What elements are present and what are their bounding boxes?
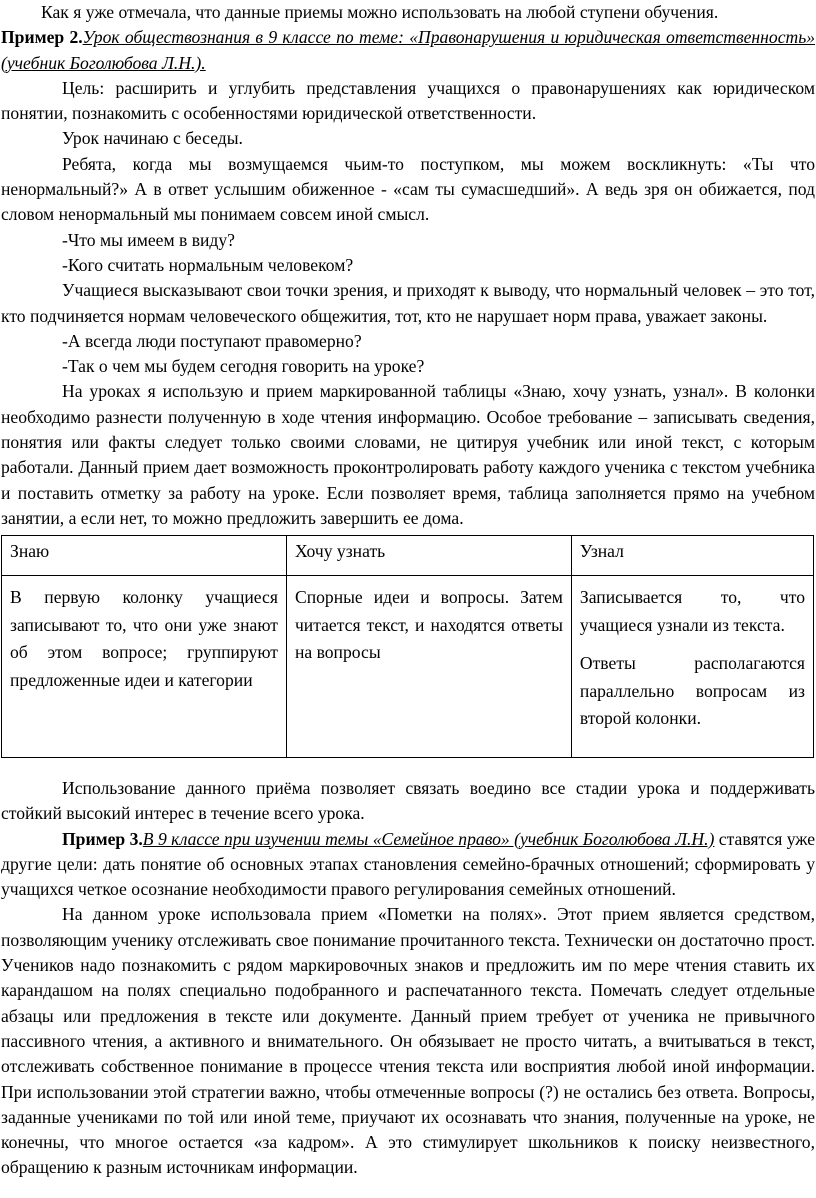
table-method-paragraph: На уроках я использую и прием маркированной таблицы «Знаю, хочу узнать, узнал». В колонки необходимо разнести полученную в ходе чтения информацию. Особое требование – записывать сведения, понятия или факты следует только своими словами, не цитируя учебник или иной текст, с которым работали. Данный прием дает возможность проконтролировать работу каждого ученика с текстом учебника и поставить отметку за работу на уроке. Если позволяет время, таблица заполняется прямо на учебном занятии, а если нет, то можно предложить завершить ее дома. <box>1 381 815 528</box>
header-learned: Узнал <box>571 536 813 576</box>
kwl-table <box>1 535 814 758</box>
example2-heading <box>1 25 815 76</box>
cell-know-text: В первую колонку учащиеся записывают то, что они уже знают об этом вопросе; группируют предложенные идеи и категории <box>10 587 278 690</box>
start-paragraph: Урок начинаю с беседы. <box>62 128 243 149</box>
question-4: -Так о чем мы будем сегодня говорить на уроке? <box>62 356 425 377</box>
goal-paragraph: Цель: расширить и углубить представления учащихся о правонарушениях как юридическом понятии, познакомить с особенностями юридической ответственности. <box>1 77 815 124</box>
question-1: -Что мы имеем в виду? <box>62 229 235 250</box>
table-header-row <box>2 536 814 576</box>
example2-title: Урок обществознания в 9 классе по теме: «Правонарушения и юридическая ответственность» (учебник Боголюбова Л.Н.). <box>1 27 816 73</box>
question-2: -Кого считать нормальным человеком? <box>62 254 354 275</box>
margin-notes-paragraph: На данном уроке использовала прием «Пометки на полях». Этот прием является средством, позволяющим ученику отслеживать свое понимание прочитанного текста. Технически он достаточно прост. Учеников надо познакомить с рядом маркировочных знаков и предложить им по мере чтения ставить их карандашом на полях специально подобранного и распечатанного текста. Помечать следует отдельные абзацы или предложения в тексте или документе. Данный прием требует от ученика не привычного пассивного чтения, а активного и внимательного. Он обязывает не просто читать, а вчитываться в текст, отслеживать собственное понимание в процессе чтения текста или восприятия любой иной информации. При использовании этой стратегии важно, чтобы отмеченные вопросы (?) не остались без ответа. Вопросы, заданные учениками по той или иной теме, приучают их осознавать что знания, полученные на уроке, не конечны, что многое остается «за кадром». А это стимулирует школьников к поиску неизвестного, обращению к разным источникам информации. <box>1 904 815 1178</box>
example3-rest: ставятся уже другие цели: дать понятие об основных этапах становления семейно-брачных отношений; сформировать у учащихся четкое осознание необходимости правого регулирования семейных отношений. <box>1 828 816 900</box>
text-block-bottom <box>1 776 815 1181</box>
usage-paragraph: Использование данного приёма позволяет связать воедино все стадии урока и поддерживать стойкий высокий интерес в течение всего урока. <box>1 778 815 824</box>
header-know: Знаю <box>2 536 287 576</box>
table-body-row <box>2 576 814 758</box>
example3-paragraph <box>1 827 815 903</box>
students-paragraph: Учащиеся высказывают свои точки зрения, и приходят к выводу, что нормальный человек – это тот, кто подчиняется нормам человеческого общежития, тот, кто не нарушает норм права, уважает законы. <box>1 280 815 326</box>
question-3: -А всегда люди поступают правомерно? <box>62 330 362 351</box>
cell-learned-text-a: Записывается то, что учащиеся узнали из текста. <box>579 587 805 635</box>
cell-learned-text-b: Ответы располагаются параллельно вопросам из второй колонки. <box>579 653 805 728</box>
example3-label: Пример 3. <box>62 828 143 849</box>
intro-paragraph: Как я уже отмечала, что данные приемы можно использовать на любой ступени обучения. <box>41 2 719 22</box>
cell-learned <box>571 576 813 758</box>
example2-label: Пример 2. <box>1 27 83 48</box>
dialogue-paragraph: Ребята, когда мы возмущаемся чьим-то поступком, мы можем воскликнуть: «Ты что ненормальный?» А в ответ услышим обиженное - «сам ты сумасшедший». А ведь зря он обижается, под словом ненормальный мы понимаем совсем иной смысл. <box>1 153 815 225</box>
example3-title: В 9 классе при изучении темы «Семейное право» (учебник Боголюбова Л.Н.) <box>142 828 715 849</box>
cell-want-text: Спорные идеи и вопросы. Затем читается текст, и находятся ответы на вопросы <box>294 587 563 662</box>
cell-know <box>2 576 287 758</box>
header-want: Хочу узнать <box>286 536 571 576</box>
text-block-top <box>1 0 815 531</box>
cell-want <box>286 576 571 758</box>
